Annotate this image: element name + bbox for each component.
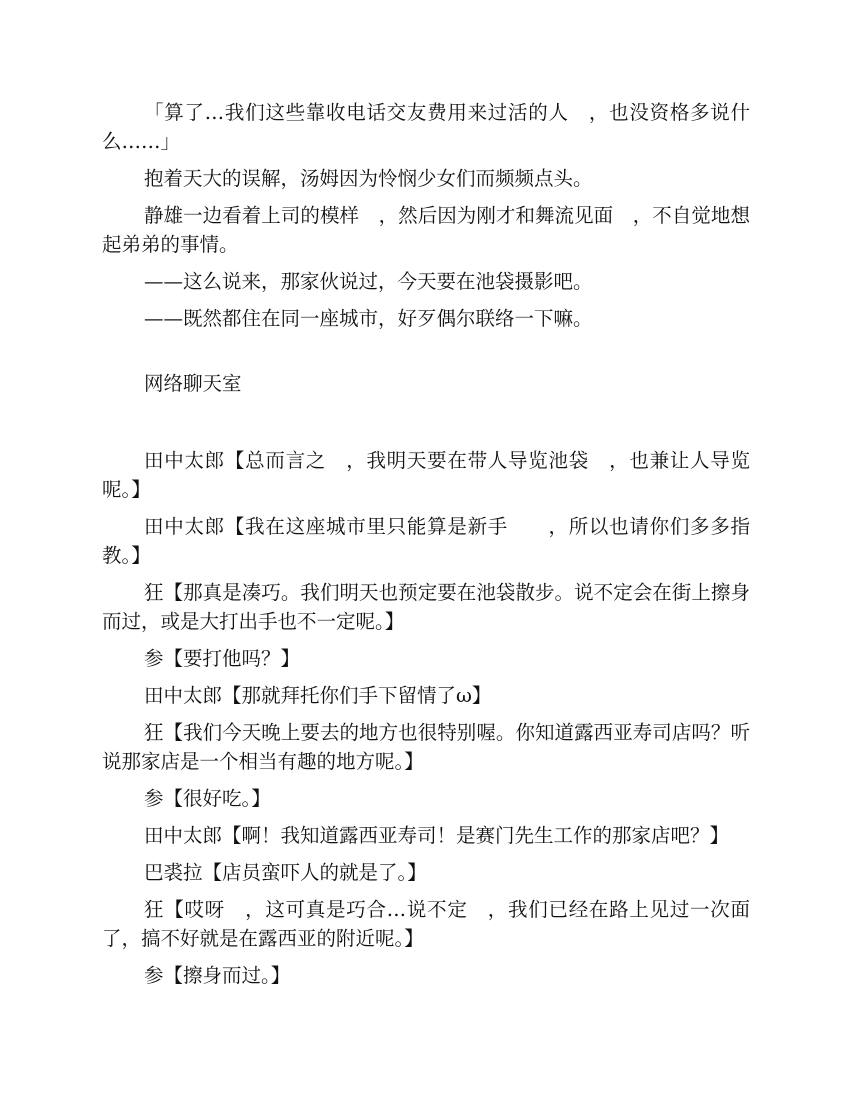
narrative-paragraph: ——这么说来，那家伙说过，今天要在池袋摄影吧。 <box>144 270 593 293</box>
chat-line: 狂【那真是凑巧。我们明天也预定要在池袋散步。说不定会在街上擦身而过，或是大打出手也不一定呢。】 <box>102 581 750 633</box>
chat-line: 参【擦身而过。】 <box>144 964 291 987</box>
chat-line: 田中太郎【我在这座城市里只能算是新手 ，所以也请你们多多指教。】 <box>102 515 750 567</box>
chat-line: 田中太郎【那就拜托你们手下留情了ω】 <box>144 684 492 707</box>
chat-line: 巴裘拉【店员蛮吓人的就是了。】 <box>144 861 427 884</box>
narrative-paragraph: ——既然都住在同一座城市，好歹偶尔联络一下嘛。 <box>144 307 593 330</box>
chat-line: 田中太郎【啊！我知道露西亚寿司！是赛门先生工作的那家店吧？】 <box>144 824 730 847</box>
section-title: 网络聊天室 <box>144 372 242 395</box>
chat-line: 参【要打他吗？】 <box>144 647 301 670</box>
document-page <box>102 98 750 998</box>
narrative-paragraph: 静雄一边看着上司的模样 ，然后因为刚才和舞流见面 ，不自觉地想起弟弟的事情。 <box>102 204 750 256</box>
narrative-paragraph: 「算了…我们这些靠收电话交友费用来过活的人 ，也没资格多说什么……」 <box>102 101 750 153</box>
chat-line: 狂【哎呀 ，这可真是巧合…说不定 ，我们已经在路上见过一次面了，搞不好就是在露西亚的附近呢。】 <box>102 898 750 950</box>
chat-line: 参【很好吃。】 <box>144 787 271 810</box>
narrative-paragraph: 抱着天大的误解，汤姆因为怜悯少女们而频频点头。 <box>144 167 593 190</box>
chat-line: 田中太郎【总而言之 ，我明天要在带人导览池袋 ，也兼让人导览呢。】 <box>102 449 750 501</box>
chat-line: 狂【我们今天晚上要去的地方也很特别喔。你知道露西亚寿司店吗？听说那家店是一个相当有趣的地方呢。】 <box>102 721 750 773</box>
